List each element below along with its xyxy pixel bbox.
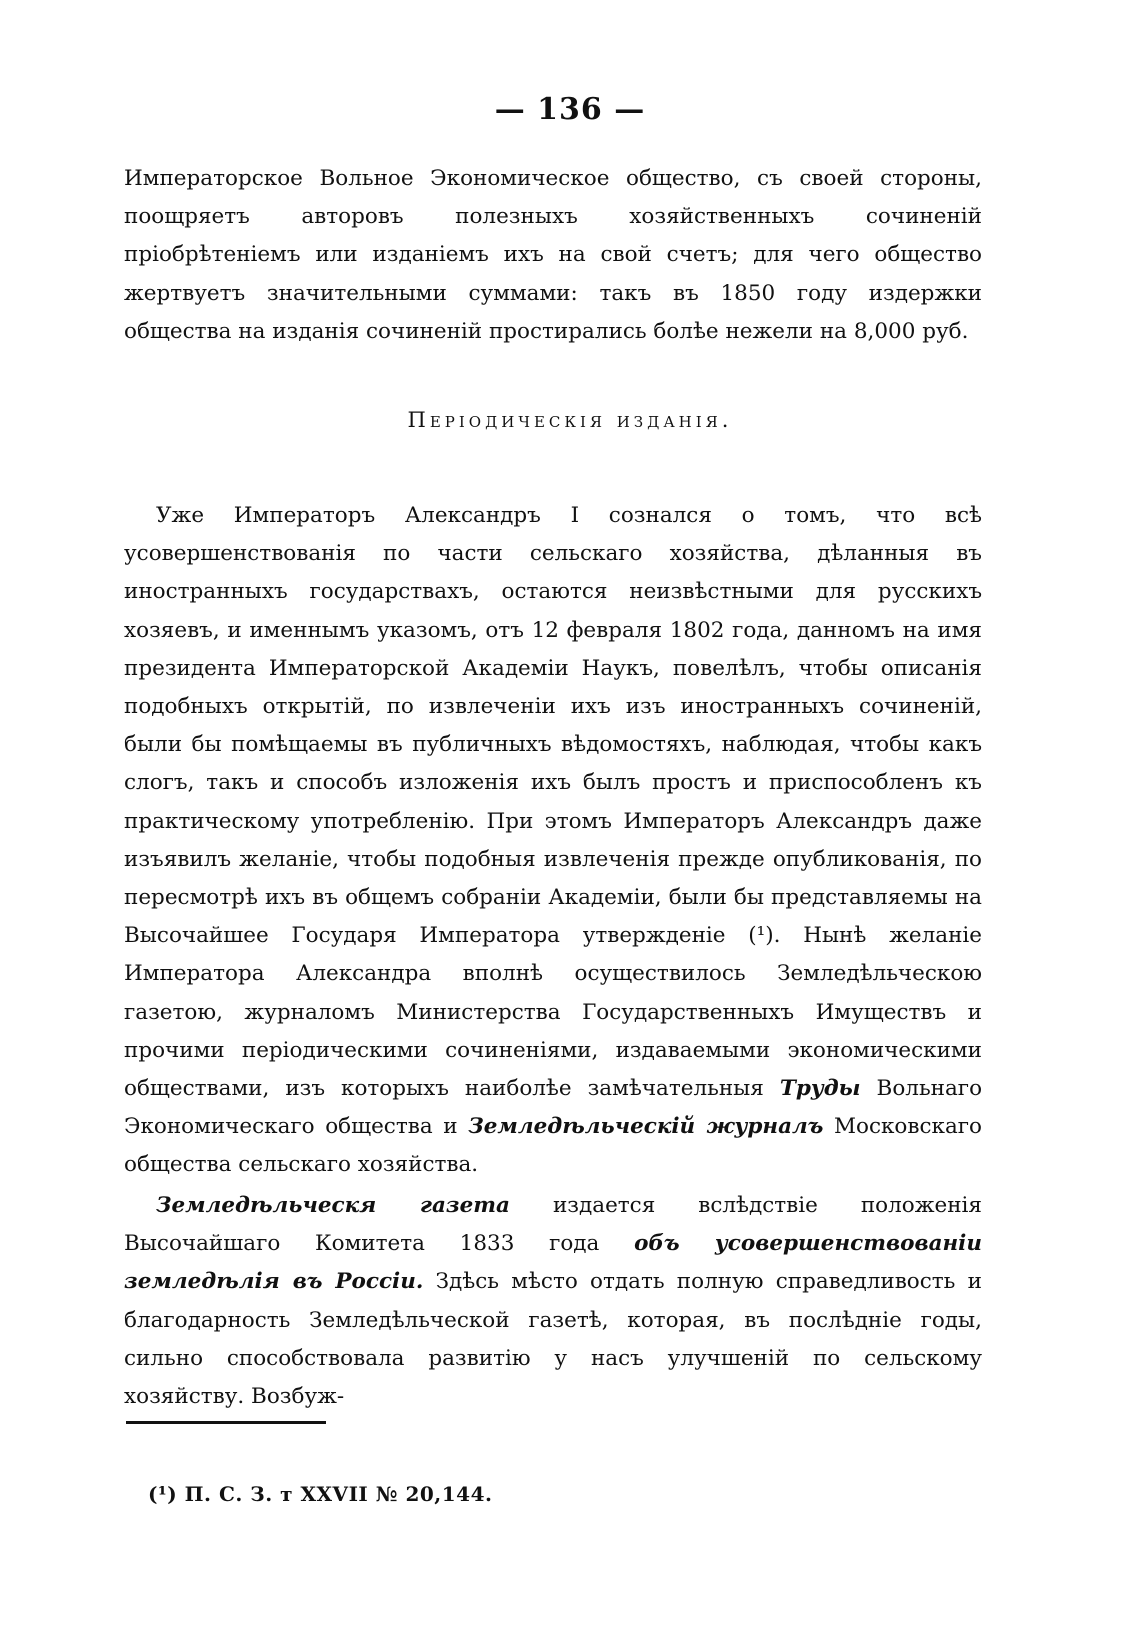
second-paragraph-italic-1: Земледѣльческя газета — [156, 1193, 510, 1218]
footnote-divider — [126, 1421, 326, 1424]
intro-paragraph-block — [124, 160, 982, 351]
main-paragraph-block — [124, 497, 982, 1185]
second-paragraph-text-1: издается вслѣдствіе положенія Высочайшаго Комитета 1833 года — [124, 1193, 982, 1257]
footnote: (¹) П. С. З. т XXVII № 20,144. — [148, 1482, 493, 1506]
main-paragraph-italic-2: Земледѣльческій журналъ — [468, 1114, 824, 1140]
main-paragraph-text-3: Московскаго общества сельскаго хозяйства. — [124, 1114, 982, 1178]
main-paragraph — [124, 497, 982, 1185]
page-number: — 136 — — [494, 92, 646, 127]
section-heading: Періодическія изданія. — [407, 408, 733, 432]
main-paragraph-italic-1: Труды — [779, 1076, 861, 1102]
main-paragraph-text-2: Вольнаго Экономическаго общества и — [124, 1076, 983, 1140]
second-paragraph-block — [124, 1187, 982, 1416]
second-paragraph-italic-2: объ усовершенствованіи земледѣлія въ Россіи. — [124, 1231, 982, 1295]
second-paragraph — [124, 1187, 982, 1416]
intro-paragraph: Императорское Вольное Экономическое общество, съ своей стороны, поощряетъ авторовъ полезныхъ хозяйственныхъ сочиненій пріобрѣтеніемъ или изданіемъ ихъ на свой счетъ; для чего общество жертвуетъ значительными суммами: такъ въ 1850 году издержки общества на изданія сочиненій простирались болѣе нежели на 8,000 руб. — [124, 166, 982, 344]
second-paragraph-text-2: Здѣсь мѣсто отдать полную справедливость и благодарность Земледѣльческой газетѣ, которая, въ послѣдніе годы, сильно способствовала развитію у насъ улучшеній по сельскому хозяйству. Возбуж- — [124, 1269, 982, 1410]
main-paragraph-text-1: Уже Императоръ Александръ I сознался о томъ, что всѣ усовершенствованія по части сельскаго хозяйства, дѣланныя въ иностранныхъ государствахъ, остаются неизвѣстными для русскихъ хозяевъ, и именнымъ указомъ, отъ 12 февраля 1802 года, данномъ на имя президента Императорской Академіи Наукъ, повелѣлъ, чтобы описанія подобныхъ открытій, по извлеченіи ихъ изъ иностранныхъ сочиненій, были бы помѣщаемы въ публичныхъ вѣдомостяхъ, наблюдая, чтобы какъ слогъ, такъ и способъ изложенія ихъ былъ простъ и приспособленъ къ практическому употребленію. При этомъ Императоръ Александръ даже изъявилъ желаніе, чтобы подобныя извлеченія прежде опубликованія, по пересмотрѣ ихъ въ общемъ собраніи Академіи, были бы представляемы на Высочайшее Государя Императора утвержденіе (¹). Нынѣ желаніе Императора Александра вполнѣ осуществилось Земледѣльческою газетою, журналомъ Министерства Государственныхъ Имуществъ и прочими періодическими сочиненіями, издаваемыми экономическими обществами, изъ которыхъ наиболѣе замѣчательныя — [124, 503, 982, 1102]
